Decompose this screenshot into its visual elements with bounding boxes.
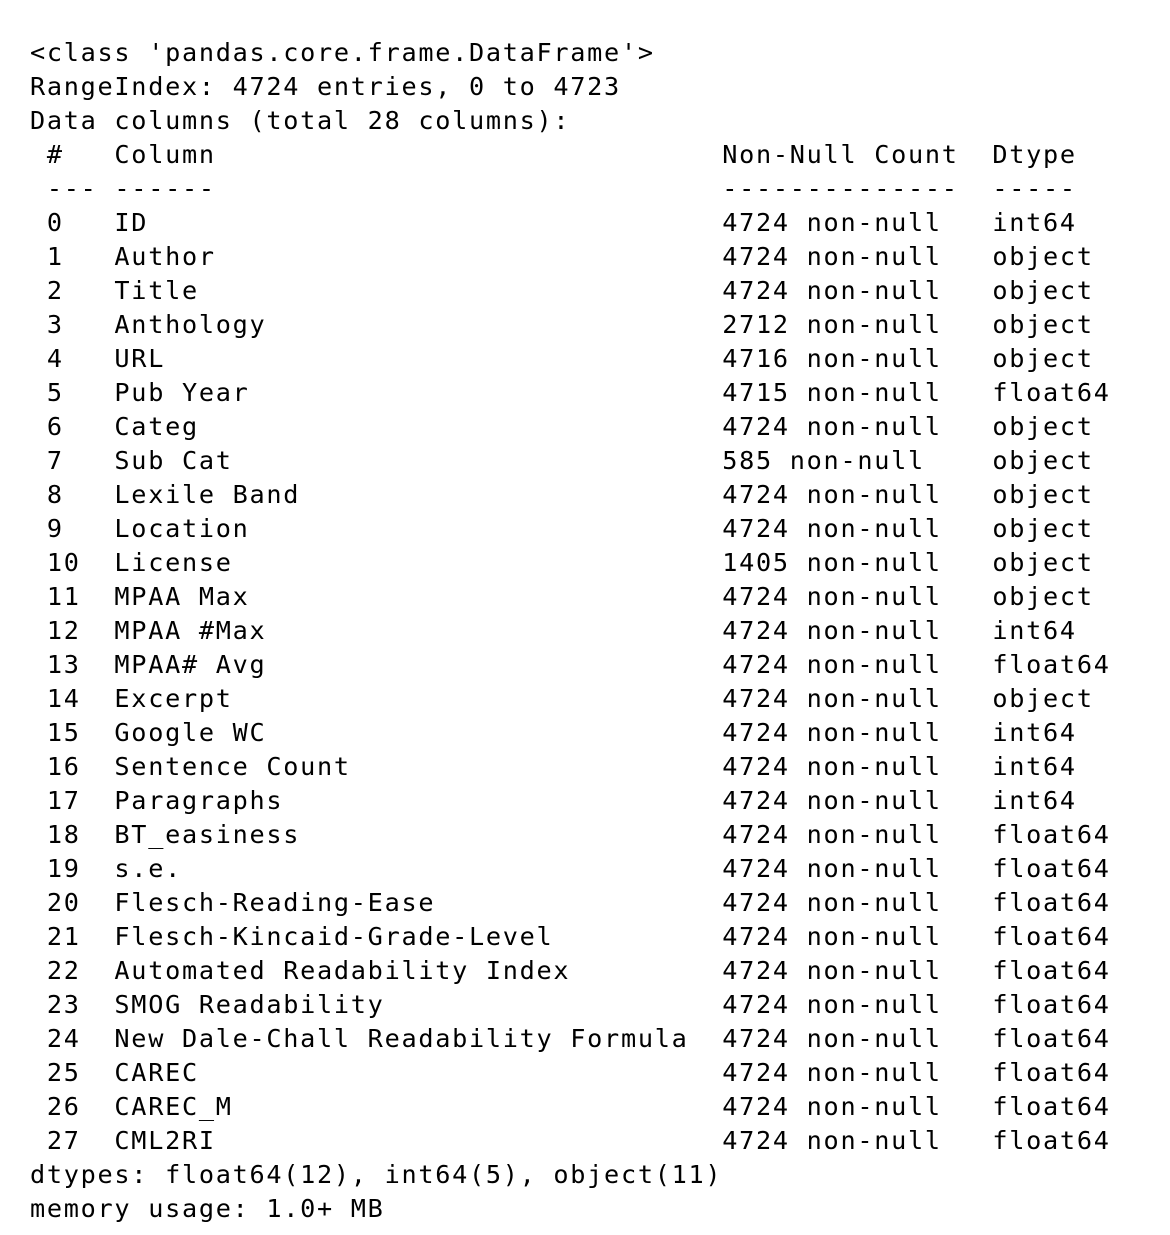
dtypes-summary-line: dtypes: float64(12), int64(5), object(11) [30, 1160, 723, 1190]
column-info-row: 19 s.e. 4724 non-null float64 [30, 854, 1111, 884]
column-info-row: 7 Sub Cat 585 non-null object [30, 446, 1094, 476]
column-info-row: 5 Pub Year 4715 non-null float64 [30, 378, 1111, 408]
column-info-row: 4 URL 4716 non-null object [30, 344, 1094, 374]
column-info-row: 0 ID 4724 non-null int64 [30, 208, 1077, 238]
column-info-row: 14 Excerpt 4724 non-null object [30, 684, 1094, 714]
column-info-row: 1 Author 4724 non-null object [30, 242, 1094, 272]
column-info-row: 9 Location 4724 non-null object [30, 514, 1094, 544]
column-info-row: 24 New Dale-Chall Readability Formula 4724 non-null float64 [30, 1024, 1111, 1054]
memory-usage-line: memory usage: 1.0+ MB [30, 1194, 385, 1224]
column-info-row: 20 Flesch-Reading-Ease 4724 non-null float64 [30, 888, 1111, 918]
range-index-line: RangeIndex: 4724 entries, 0 to 4723 [30, 72, 621, 102]
column-info-row: 22 Automated Readability Index 4724 non-null float64 [30, 956, 1111, 986]
class-line: <class 'pandas.core.frame.DataFrame'> [30, 38, 655, 68]
column-info-row: 16 Sentence Count 4724 non-null int64 [30, 752, 1077, 782]
column-info-row: 18 BT_easiness 4724 non-null float64 [30, 820, 1111, 850]
column-info-row: 26 CAREC_M 4724 non-null float64 [30, 1092, 1111, 1122]
column-info-row: 8 Lexile Band 4724 non-null object [30, 480, 1094, 510]
column-info-row: 15 Google WC 4724 non-null int64 [30, 718, 1077, 748]
column-info-row: 10 License 1405 non-null object [30, 548, 1094, 578]
table-rule-row: --- ------ -------------- ----- [30, 174, 1077, 204]
column-info-row: 23 SMOG Readability 4724 non-null float64 [30, 990, 1111, 1020]
column-info-row: 17 Paragraphs 4724 non-null int64 [30, 786, 1077, 816]
column-info-row: 2 Title 4724 non-null object [30, 276, 1094, 306]
column-info-row: 27 CML2RI 4724 non-null float64 [30, 1126, 1111, 1156]
column-info-row: 11 MPAA Max 4724 non-null object [30, 582, 1094, 612]
column-info-row: 3 Anthology 2712 non-null object [30, 310, 1094, 340]
column-info-row: 13 MPAA# Avg 4724 non-null float64 [30, 650, 1111, 680]
column-info-row: 25 CAREC 4724 non-null float64 [30, 1058, 1111, 1088]
column-info-row: 12 MPAA #Max 4724 non-null int64 [30, 616, 1077, 646]
dataframe-info-output [0, 25, 1170, 1235]
data-columns-line: Data columns (total 28 columns): [30, 106, 571, 136]
column-info-row: 6 Categ 4724 non-null object [30, 412, 1094, 442]
table-header-row: # Column Non-Null Count Dtype [30, 140, 1077, 170]
column-info-row: 21 Flesch-Kincaid-Grade-Level 4724 non-null float64 [30, 922, 1111, 952]
